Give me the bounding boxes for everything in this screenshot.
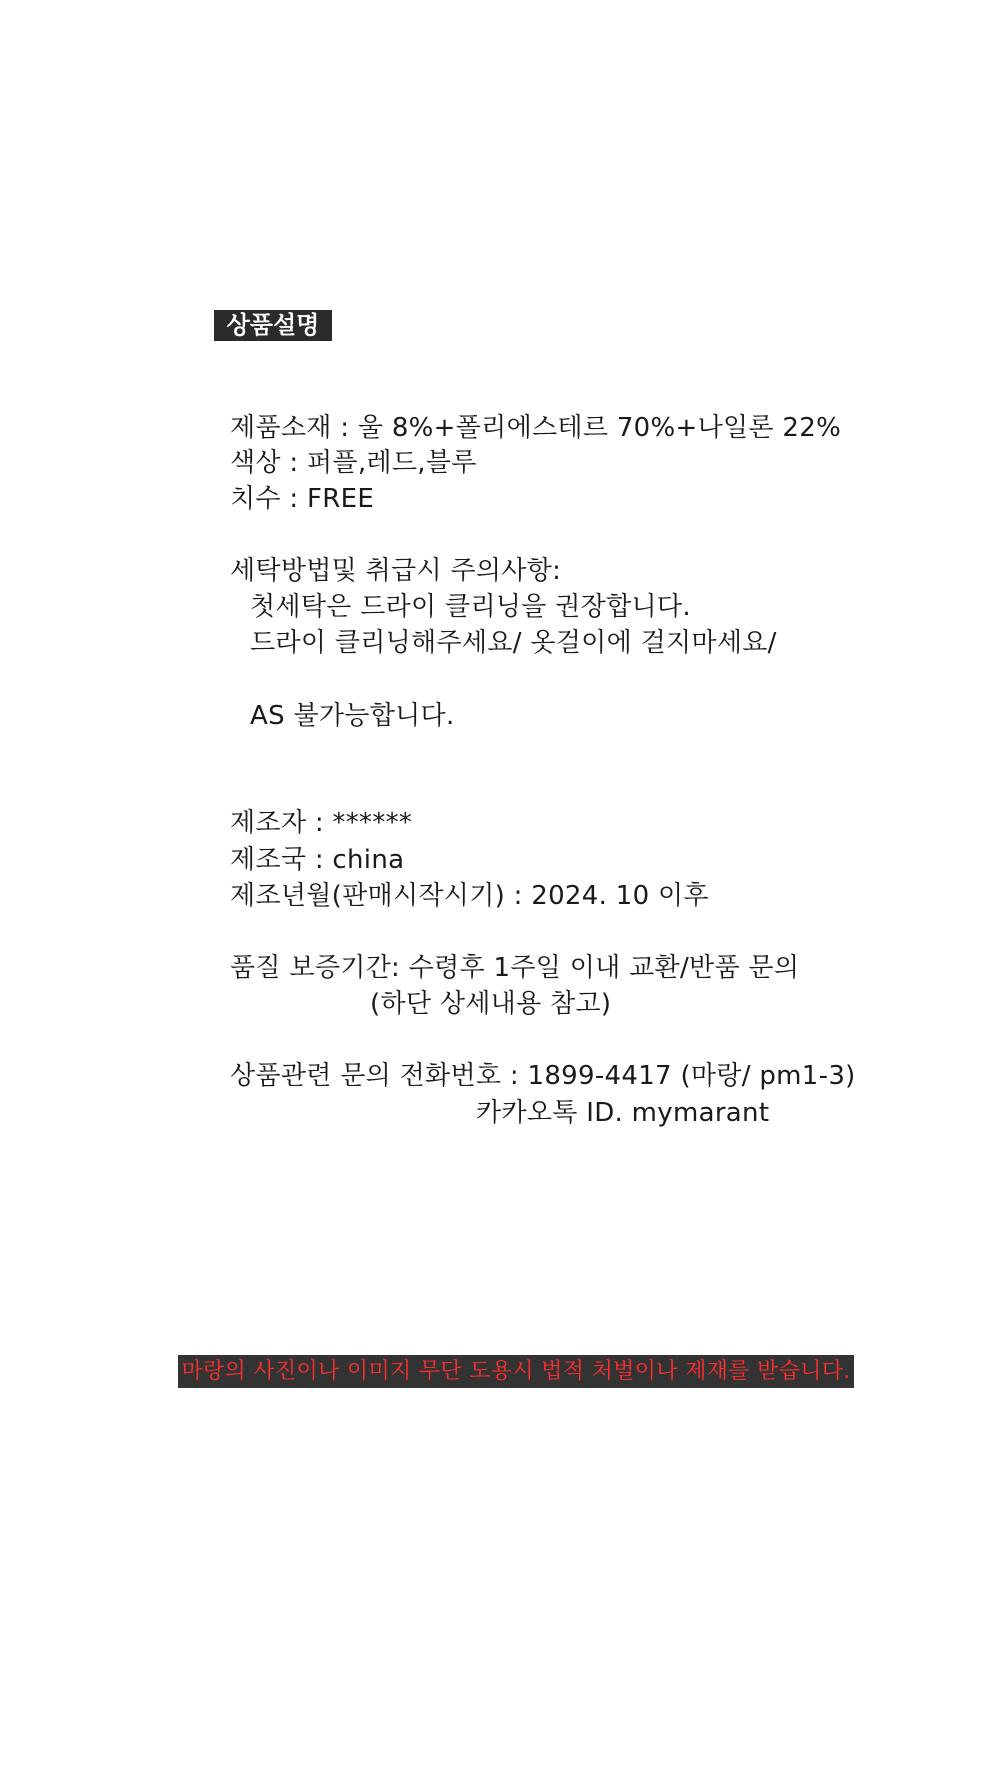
material-line: 제품소재 : 울 8%+폴리에스테르 70%+나일론 22% <box>230 413 842 443</box>
contact-kakao-line: 카카오톡 ID. mymarant <box>476 1098 770 1128</box>
as-note: AS 불가능합니다. <box>250 701 455 731</box>
manufacture-date-line: 제조년월(판매시작시기) : 2024. 10 이후 <box>230 881 709 911</box>
care-heading: 세탁방법및 취급시 주의사항: <box>230 556 562 586</box>
color-line: 색상 : 퍼플,레드,블루 <box>230 448 477 478</box>
warranty-note: (하단 상세내용 참고) <box>370 989 612 1019</box>
size-line: 치수 : FREE <box>230 484 375 514</box>
warranty-line: 품질 보증기간: 수령후 1주일 이내 교환/반품 문의 <box>230 953 800 983</box>
section-title-badge: 상품설명 <box>214 310 332 341</box>
care-line-dry-clean: 드라이 클리닝해주세요/ 옷걸이에 걸지마세요/ <box>250 628 777 658</box>
country-line: 제조국 : china <box>230 845 405 875</box>
maker-line: 제조자 : ****** <box>230 808 413 838</box>
contact-phone-line: 상품관련 문의 전화번호 : 1899-4417 (마랑/ pm1-3) <box>230 1061 856 1091</box>
copyright-warning-bar: 마랑의 사진이나 이미지 무단 도용시 법적 처벌이나 제재를 받습니다. <box>178 1355 854 1388</box>
care-line-first-wash: 첫세탁은 드라이 클리닝을 권장합니다. <box>250 592 691 622</box>
